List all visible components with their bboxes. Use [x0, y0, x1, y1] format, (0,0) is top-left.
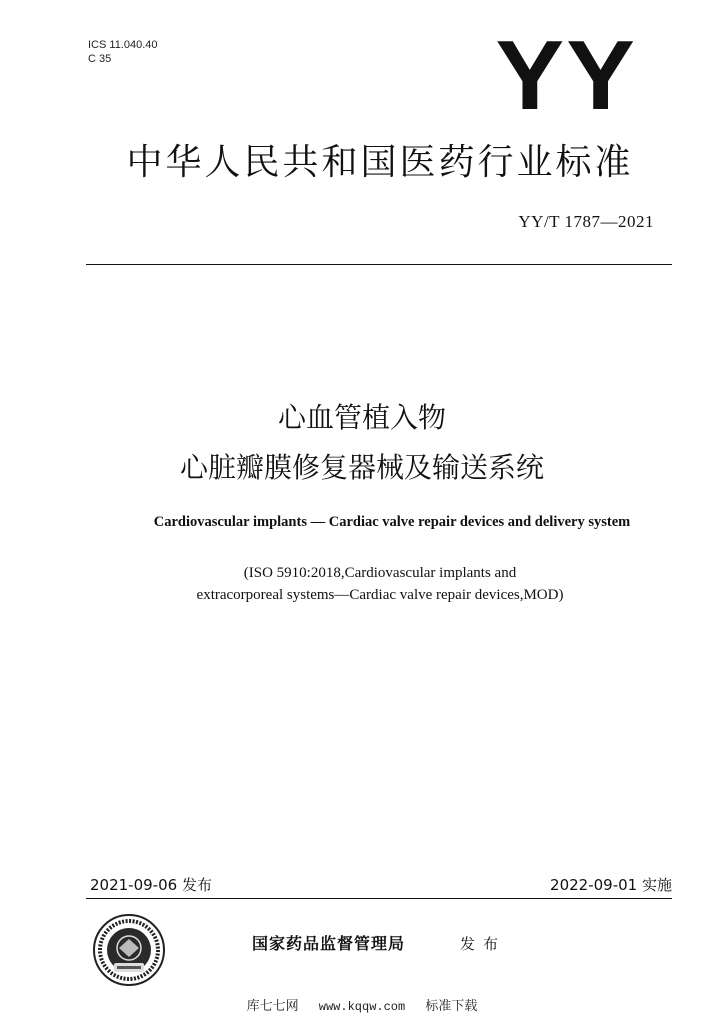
cn-title-line1: 心血管植入物: [277, 401, 446, 434]
standard-number: YY/T 1787—2021: [518, 212, 654, 231]
ics-code: ICS 11.040.40: [88, 39, 158, 51]
iso-reference-line2: extracorporeal systems—Cardiac valve repair devices,MOD): [196, 587, 564, 603]
org-title: 中华人民共和国医药行业标准: [126, 142, 634, 183]
footer: [0, 995, 724, 1014]
yy-logo: YY: [495, 20, 637, 130]
footer-site: 库七七网: [246, 999, 299, 1014]
publish-date: 2021-09-06 发布: [90, 876, 212, 894]
issue-action: 发布: [460, 935, 507, 953]
cn-title-line2: 心脏瓣膜修复器械及输送系统: [179, 451, 544, 484]
iso-reference-line1: (ISO 5910:2018,Cardiovascular implants and: [243, 565, 517, 581]
ccs-code: C 35: [88, 53, 112, 65]
footer-url-link[interactable]: www.kqqw.com: [318, 1000, 406, 1014]
effective-date: 2022-09-01 实施: [550, 876, 672, 894]
iso-reference: [100, 562, 660, 606]
footer-tag: 标准下载: [425, 999, 478, 1014]
en-title: Cardiovascular implants — Cardiac valve repair devices and delivery system: [153, 514, 631, 530]
bottom-divider: [86, 898, 672, 899]
top-divider: [86, 264, 672, 265]
issuer-name: 国家药品监督管理局: [252, 934, 406, 953]
official-seal-icon: [92, 913, 166, 987]
classification-codes: [88, 38, 158, 66]
